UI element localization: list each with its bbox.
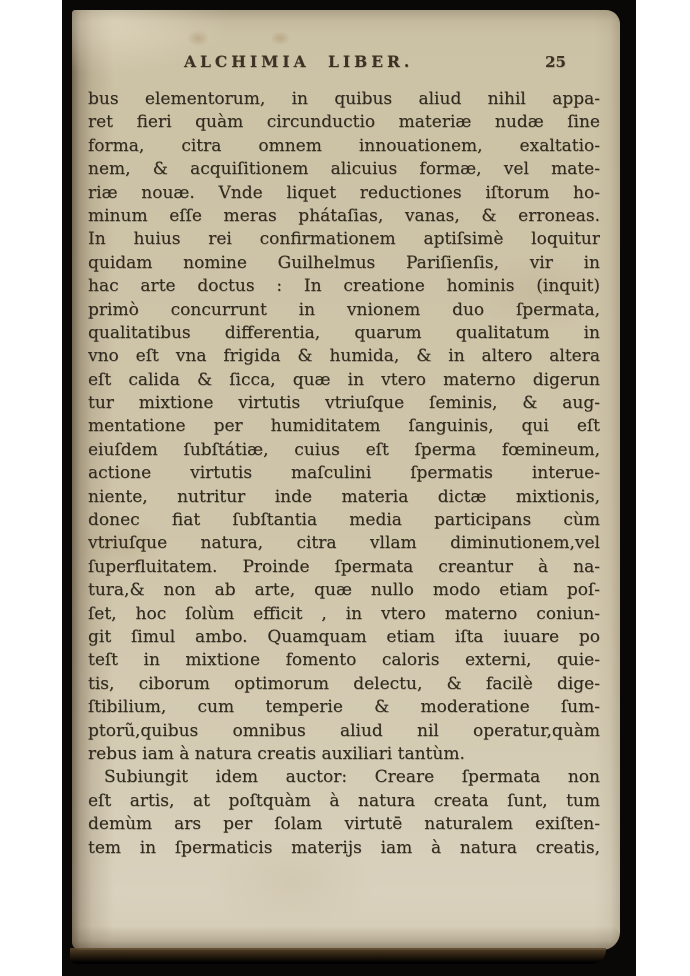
text-line: In huius rei confirmationem aptiſsimè loquitur (88, 229, 600, 250)
text-line: tis, ciborum optimorum delectu, & facilè dige- (88, 673, 600, 694)
text-line: niente, nutritur inde materia dictæ mixtionis, (88, 486, 600, 507)
text-line: teſt in mixtione fomento caloris externi, quie- (88, 650, 600, 671)
text-line: demùm ars per ſolam virtutē naturalem exiſten- (88, 814, 600, 835)
text-line: riæ nouæ. Vnde liquet reductiones iſtorum ho- (88, 182, 600, 203)
text-line: mentatione per humiditatem ſanguinis, qui eſt (88, 416, 600, 437)
text-line: minum eſſe meras phátaſias, vanas, & erroneas. (88, 205, 600, 226)
text-line: primò concurrunt in vnionem duo ſpermata, (88, 299, 600, 320)
text-line: tura,& non ab arte, quæ nullo modo etiam poſ- (88, 580, 600, 601)
text-line: tem in ſpermaticis materijs iam à natura creatis, (88, 837, 600, 858)
text-line: qualitatibus differentia, quarum qualitatum in (88, 322, 600, 343)
text-line: ſet, hoc ſolùm efficit , in vtero materno coniun- (88, 603, 600, 624)
page-bottom-shadow (70, 948, 606, 964)
text-line: vno eſt vna frigida & humida, & in altero altera (88, 346, 600, 367)
text-line: bus elementorum, in quibus aliud nihil appa- (88, 89, 600, 109)
text-line: ſuperfluitatem. Proinde ſpermata creantur à na- (88, 556, 600, 577)
page-body-text (88, 88, 600, 860)
text-line: ret fieri quàm circunductio materiæ nudæ ſine (88, 112, 600, 133)
text-line: eſt artis, at poſtquàm à natura creata ſunt, tum (88, 790, 600, 811)
text-line: quidam nomine Guilhelmus Pariſienſis, vir in (88, 252, 600, 273)
text-line: hac arte doctus : In creatione hominis (inquit) (88, 276, 600, 297)
text-line: ptorũ,quibus omnibus aliud nil operatur,quàm (88, 720, 600, 741)
page-number: 25 (545, 53, 566, 71)
text-line: actione virtutis maſculini ſpermatis interue- (88, 463, 600, 484)
page-header (88, 52, 600, 78)
text-line: Subiungit idem auctor: Creare ſpermata non (104, 767, 600, 788)
text-line: git ſimul ambo. Quamquam etiam iſta iuuare po (88, 626, 600, 647)
text-line: donec fiat ſubſtantia media participans cùm (88, 510, 600, 531)
text-line: rebus iam à natura creatis auxiliari tantùm. (88, 743, 465, 764)
text-line: nem, & acquiſitionem alicuius formæ, vel mate- (88, 159, 600, 180)
running-title: ALCHIMIA LIBER. (184, 52, 414, 71)
text-line: eſt calida & ſicca, quæ in vtero materno digerun (88, 369, 600, 390)
text-line: ſtibilium, cum temperie & moderatione ſum- (88, 697, 600, 718)
book-page (72, 10, 620, 950)
text-line: eiuſdem ſubſtátiæ, cuius eſt ſperma fœmineum, (88, 439, 600, 460)
text-line: tur mixtione virtutis vtriuſque ſeminis, & aug- (88, 393, 600, 414)
scanner-bed-background (62, 0, 636, 976)
text-line: forma, citra omnem innouationem, exaltatio- (88, 135, 600, 156)
text-line: vtriuſque natura, citra vllam diminutionem,vel (88, 533, 600, 554)
